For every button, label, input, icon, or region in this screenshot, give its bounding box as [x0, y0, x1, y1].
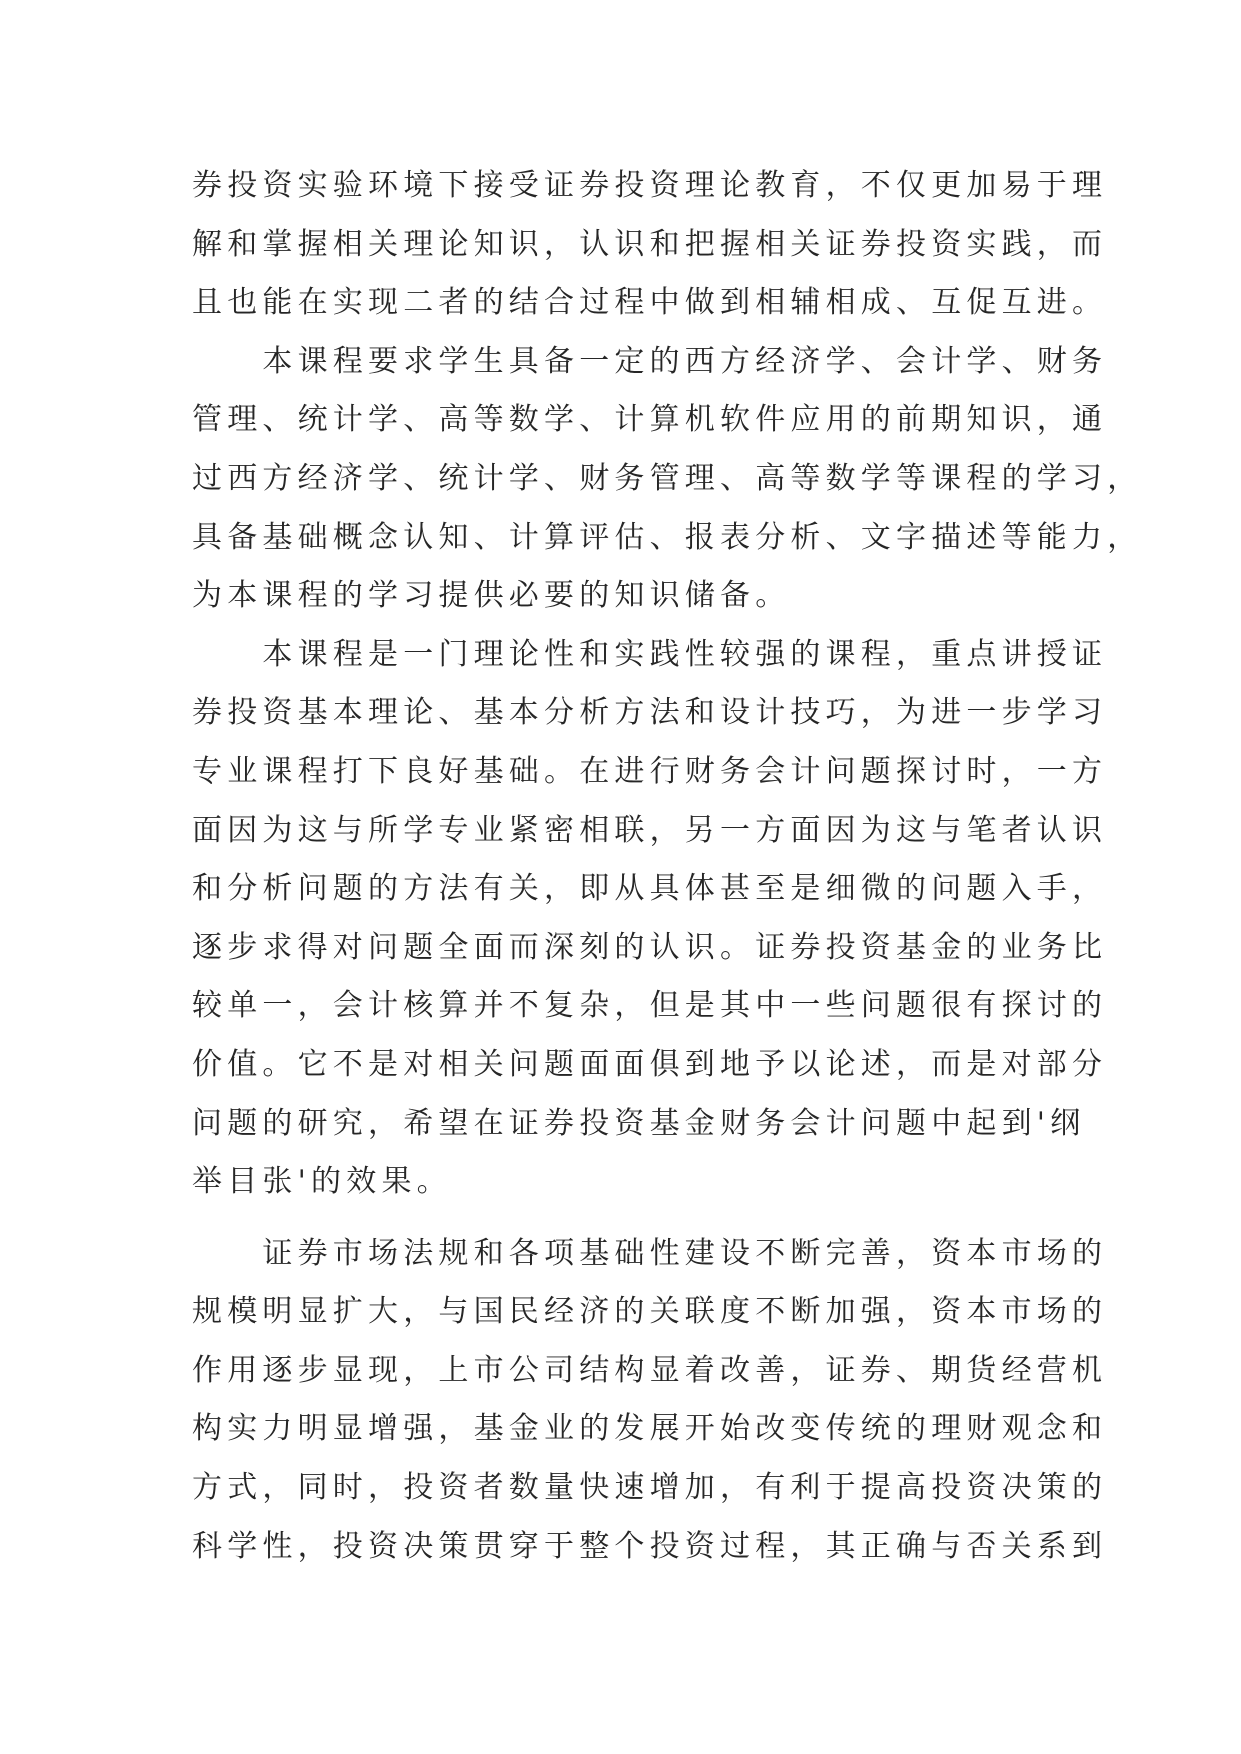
- text-line: 管理、统计学、高等数学、计算机软件应用的前期知识，通: [192, 402, 1108, 438]
- text-line: 券投资基本理论、基本分析方法和设计技巧，为进一步学习: [192, 695, 1108, 731]
- text-line: 科学性，投资决策贯穿于整个投资过程，其正确与否关系到: [192, 1528, 1108, 1564]
- paragraph-prerequisites: [192, 333, 1143, 626]
- paragraph-continuation: [192, 157, 1108, 333]
- text-line: 本课程是一门理论性和实践性较强的课程，重点讲授证: [192, 636, 1108, 672]
- text-line: 价值。它不是对相关问题面面俱到地予以论述，而是对部分: [192, 1046, 1108, 1082]
- paragraph-course-description: [192, 626, 1108, 1212]
- text-line: 和分析问题的方法有关，即从具体甚至是细微的问题入手，: [192, 871, 1108, 907]
- text-line: 方式，同时，投资者数量快速增加，有利于提高投资决策的: [192, 1470, 1108, 1506]
- paragraph-spacer: [192, 1212, 1050, 1225]
- text-line: 举目张'的效果。: [192, 1164, 452, 1200]
- text-line: 专业课程打下良好基础。在进行财务会计问题探讨时，一方: [192, 753, 1108, 789]
- text-line: 解和掌握相关理论知识，认识和把握相关证券投资实践，而: [192, 226, 1108, 262]
- text-line: 且也能在实现二者的结合过程中做到相辅相成、互促互进。: [192, 285, 1108, 321]
- text-line: 作用逐步显现，上市公司结构显着改善，证券、期货经营机: [192, 1352, 1108, 1388]
- text-line: 过西方经济学、统计学、财务管理、高等数学等课程的学习，: [192, 460, 1143, 496]
- text-line: 构实力明显增强，基金业的发展开始改变传统的理财观念和: [192, 1411, 1108, 1447]
- text-line: 规模明显扩大，与国民经济的关联度不断加强，资本市场的: [192, 1294, 1108, 1330]
- text-line: 面因为这与所学专业紧密相联，另一方面因为这与笔者认识: [192, 812, 1108, 848]
- text-line: 券投资实验环境下接受证券投资理论教育，不仅更加易于理: [192, 168, 1108, 203]
- text-line: 证券市场法规和各项基础性建设不断完善，资本市场的: [192, 1235, 1108, 1271]
- text-line: 本课程要求学生具备一定的西方经济学、会计学、财务: [192, 343, 1108, 379]
- paragraph-market-development: [192, 1225, 1108, 1577]
- text-line: 为本课程的学习提供必要的知识储备。: [192, 578, 791, 614]
- text-line: 问题的研究，希望在证券投资基金财务会计问题中起到'纲: [192, 1105, 1086, 1141]
- text-line: 具备基础概念认知、计算评估、报表分析、文字描述等能力，: [192, 519, 1143, 555]
- document-body: [192, 157, 1143, 1576]
- text-line: 较单一，会计核算并不复杂，但是其中一些问题很有探讨的: [192, 988, 1108, 1024]
- text-line: 逐步求得对问题全面而深刻的认识。证券投资基金的业务比: [192, 929, 1108, 965]
